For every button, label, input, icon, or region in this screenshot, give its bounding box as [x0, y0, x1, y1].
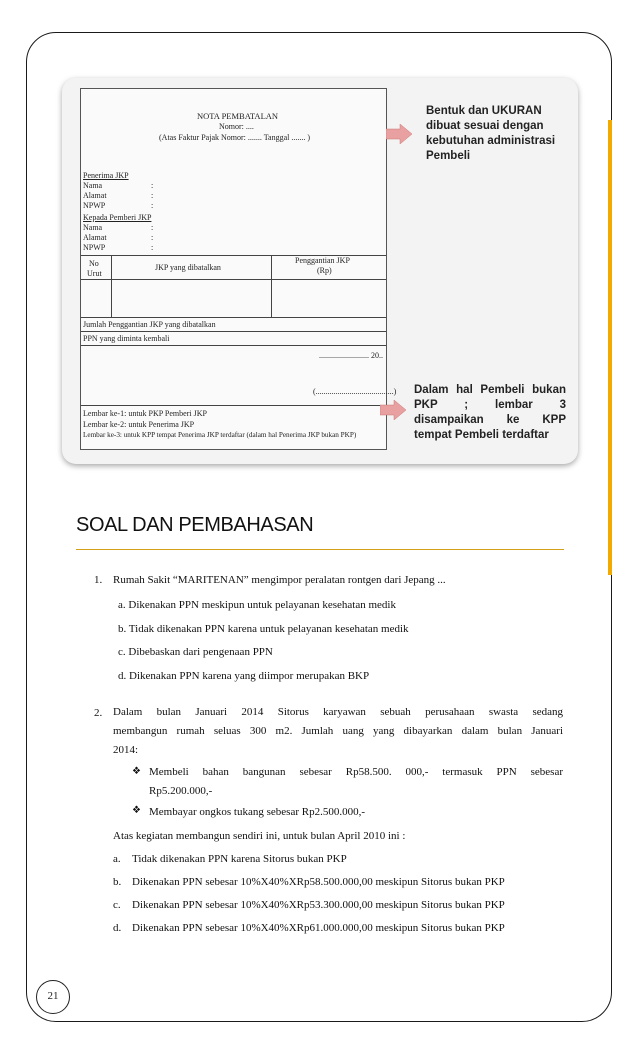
- q1-text: Rumah Sakit “MARITENAN” mengimpor peralatan rontgen dari Jepang ...: [113, 574, 446, 586]
- note-line: tempat Pembeli terdaftar: [414, 429, 549, 441]
- note-line: Pembeli: [426, 150, 471, 162]
- q1-option-a: a. Dikenakan PPN meskipun untuk pelayanan kesehatan medik: [118, 599, 396, 611]
- q2-bullet-1: [149, 763, 563, 801]
- q2-text-line: Dalam bulan Januari 2014 Sitorus karyawan sebuah perusahaan swasta sedang: [113, 706, 563, 718]
- table-rule: [81, 331, 386, 332]
- col-rp: (Rp): [317, 266, 332, 275]
- form-pemberi-heading: Kepada Pemberi JKP: [83, 213, 152, 222]
- note-line: disampaikan ke KPP: [414, 414, 566, 426]
- form-date-line: ......................... 20..: [319, 351, 383, 360]
- form-penerima-heading: Penerima JKP: [83, 171, 129, 180]
- diamond-bullet-icon: ❖: [132, 805, 141, 816]
- q2-option-c: Dikenakan PPN sebesar 10%X40%XRp53.300.000,00 meskipun Sitorus bukan PKP: [132, 899, 505, 911]
- form-faktur-ref: (Atas Faktur Pajak Nomor: ....... Tanggal ....... ): [159, 133, 311, 142]
- q2-number: 2.: [94, 707, 103, 719]
- form-lembar-1: Lembar ke-1: untuk PKP Pemberi JKP: [83, 409, 207, 418]
- form-field-alamat: Alamat: [83, 233, 107, 242]
- table-body-rule: [81, 317, 386, 318]
- heading-underline: [76, 549, 564, 550]
- q1-option-c: c. Dibebaskan dari pengenaan PPN: [118, 646, 273, 658]
- table-rule: [81, 345, 386, 346]
- q2-option-b: Dikenakan PPN sebesar 10%X40%XRp58.500.000,00 meskipun Sitorus bukan PKP: [132, 876, 505, 888]
- form-colon: :: [151, 243, 154, 252]
- q2-text: [113, 703, 563, 760]
- col-no: No: [89, 259, 99, 268]
- form-field-npwp: NPWP: [83, 201, 106, 210]
- q2-option-b-letter: b.: [113, 876, 122, 888]
- form-nomor: Nomor: ....: [219, 122, 254, 131]
- form-lembar-2: Lembar ke-2: untuk Penerima JKP: [83, 420, 195, 429]
- q1-number: 1.: [94, 574, 103, 586]
- form-field-npwp: NPWP: [83, 243, 106, 252]
- form-sign-line: (.......................................): [313, 387, 397, 396]
- q2-bullet-line: Membeli bahan bangunan sebesar Rp58.500. 000,- termasuk PPN sebesar: [149, 766, 563, 778]
- table-rule: [81, 405, 386, 406]
- form-colon: :: [151, 191, 154, 200]
- form-colon: :: [151, 181, 154, 190]
- form-ppn: PPN yang diminta kembali: [83, 334, 170, 343]
- q2-bullet-line: Rp5.200.000,-: [149, 785, 213, 797]
- col-penggantian: Penggantian JKP: [295, 256, 350, 265]
- note-line: Bentuk dan UKURAN: [426, 105, 542, 117]
- form-lembar-3: Lembar ke-3: untuk KPP tempat Penerima JKP terdaftar (dalam hal Penerima JKP bukan PKP): [83, 431, 357, 439]
- q2-text-line: membangun rumah seluas 300 m2. Jumlah uang yang dibayarkan dalam bulan Januari: [113, 725, 563, 737]
- section-heading: SOAL DAN PEMBAHASAN: [76, 514, 314, 536]
- form-jumlah: Jumlah Penggantian JKP yang dibatalkan: [83, 320, 216, 329]
- arrow-right-icon: [386, 124, 412, 144]
- form-field-nama: Nama: [83, 223, 103, 232]
- nota-pembatalan-form-image: [80, 88, 397, 450]
- note-form-size: [426, 104, 566, 164]
- q2-intro: Atas kegiatan membangun sendiri ini, untuk bulan April 2010 ini :: [113, 830, 406, 842]
- q2-option-a: Tidak dikenakan PPN karena Sitorus bukan PKP: [132, 853, 347, 865]
- form-field-alamat: Alamat: [83, 191, 107, 200]
- note-line: PKP ; lembar 3: [414, 399, 566, 411]
- q1-option-b: b. Tidak dikenakan PPN karena untuk pelayanan kesehatan medik: [118, 623, 409, 635]
- q2-text-line: 2014:: [113, 744, 139, 756]
- side-accent-bar: [608, 120, 612, 575]
- arrow-right-icon: [380, 400, 406, 420]
- form-colon: :: [151, 201, 154, 210]
- table-col-divider: [271, 255, 272, 317]
- col-jkp: JKP yang dibatalkan: [155, 263, 221, 272]
- q1-option-d: d. Dikenakan PPN karena yang diimpor merupakan BKP: [118, 670, 370, 682]
- page-number: 21: [47, 990, 59, 1002]
- q2-option-a-letter: a.: [113, 853, 121, 865]
- table-header-rule: [81, 279, 386, 280]
- form-colon: :: [151, 233, 154, 242]
- note-line: dibuat sesuai dengan: [426, 120, 544, 132]
- q2-bullet-2: Membayar ongkos tukang sebesar Rp2.500.000,-: [149, 806, 365, 818]
- note-non-pkp: [414, 383, 566, 443]
- table-col-divider: [111, 255, 112, 317]
- diamond-bullet-icon: ❖: [132, 766, 141, 777]
- form-title: NOTA PEMBATALAN: [197, 111, 279, 121]
- note-line: Dalam hal Pembeli bukan: [414, 384, 566, 396]
- form-field-nama: Nama: [83, 181, 103, 190]
- q2-option-c-letter: c.: [113, 899, 121, 911]
- col-urut: Urut: [87, 269, 102, 278]
- q2-option-d-letter: d.: [113, 922, 122, 934]
- q2-option-d: Dikenakan PPN sebesar 10%X40%XRp61.000.000,00 meskipun Sitorus bukan PKP: [132, 922, 505, 934]
- note-line: kebutuhan administrasi: [426, 135, 556, 147]
- form-colon: :: [151, 223, 154, 232]
